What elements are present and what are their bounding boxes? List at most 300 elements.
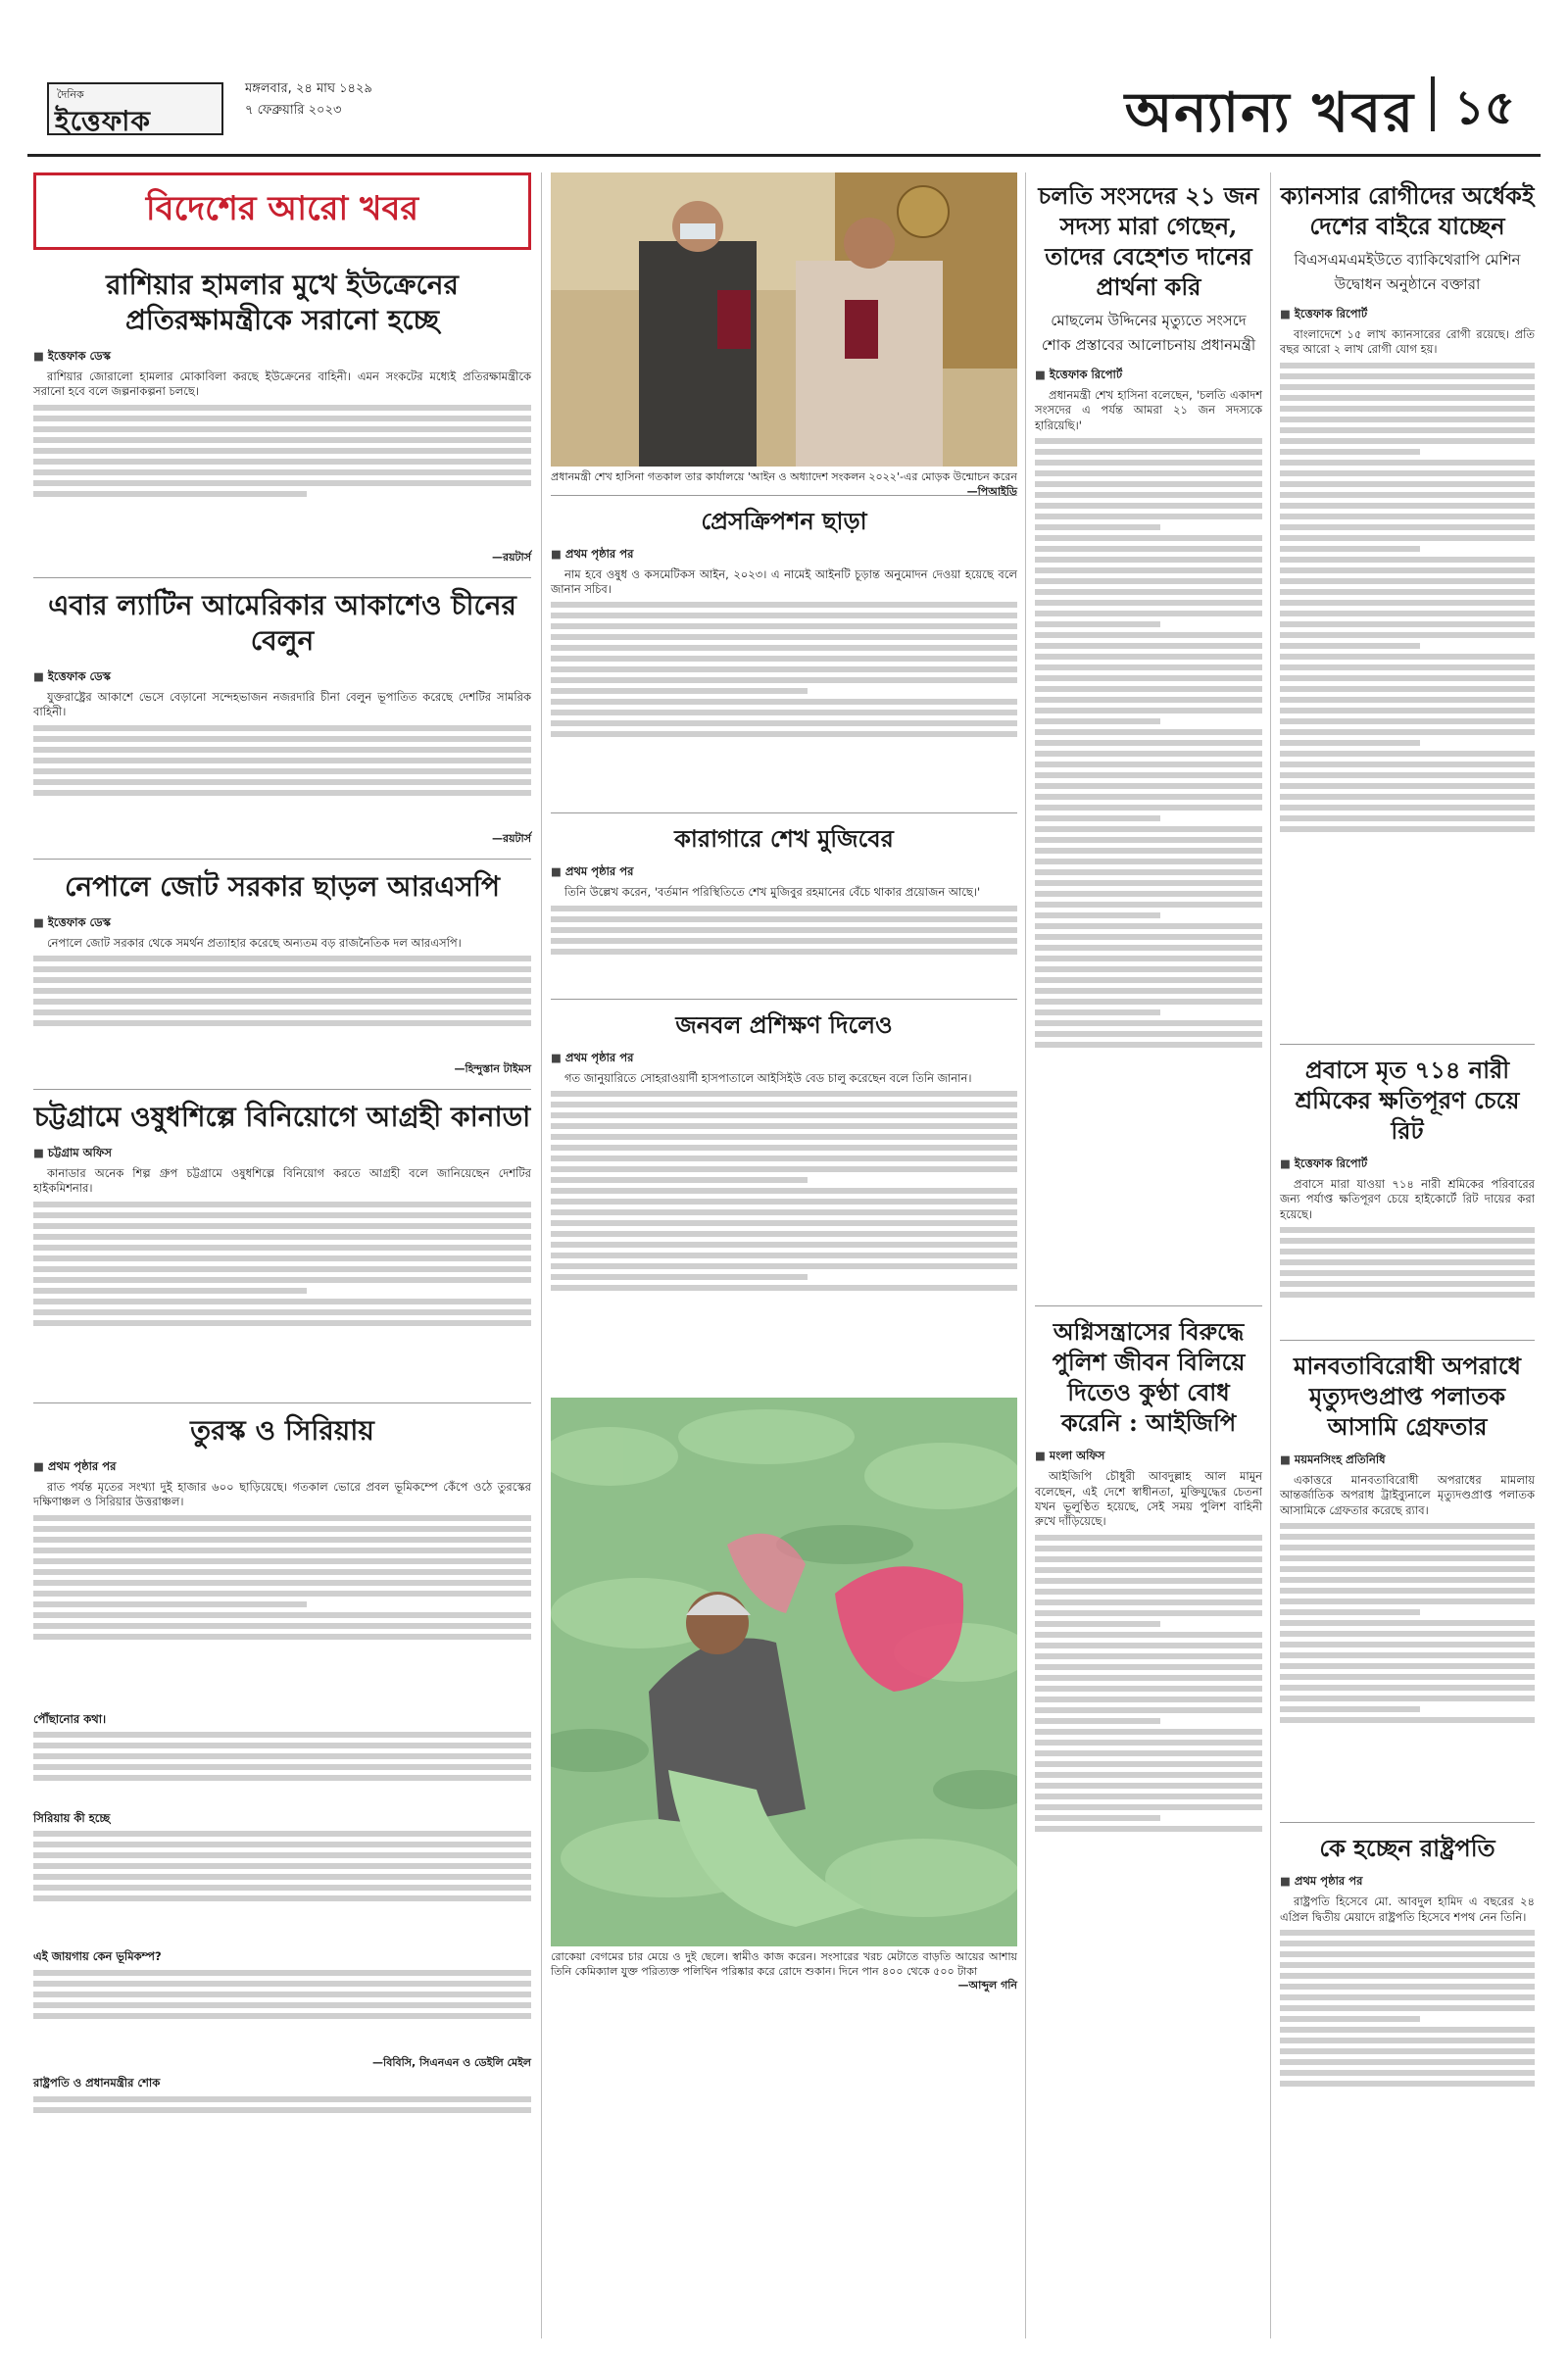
- text-line-placeholder: [1035, 470, 1262, 476]
- text-line-placeholder: [33, 1895, 531, 1901]
- section-banner: বিদেশের আরো খবর: [33, 172, 531, 250]
- text-line-placeholder: [1035, 708, 1262, 713]
- text-line-placeholder: [1280, 2070, 1535, 2076]
- text-line-placeholder: [551, 623, 1017, 629]
- text-line-placeholder: [1280, 1717, 1535, 1723]
- text-line-placeholder: [1035, 1009, 1160, 1015]
- text-line-placeholder: [1280, 1685, 1535, 1691]
- text-line-placeholder: [33, 2013, 531, 2019]
- body-text-block: [33, 1510, 531, 1706]
- text-line-placeholder: [1280, 643, 1420, 649]
- text-line-placeholder: [1035, 1794, 1262, 1799]
- text-line-placeholder: [33, 1612, 531, 1618]
- text-line-placeholder: [1280, 1696, 1535, 1701]
- text-line-placeholder: [1035, 1621, 1160, 1627]
- article-body: [551, 567, 1017, 804]
- text-line-placeholder: [33, 1634, 531, 1640]
- text-line-placeholder: [33, 790, 531, 796]
- subhead: সিরিয়ায় কী হচ্ছে: [33, 1811, 111, 1826]
- text-line-placeholder: [1035, 1826, 1262, 1832]
- text-line-placeholder: [33, 1580, 531, 1586]
- article-ukraine: [33, 268, 531, 567]
- article-turkey-syria: [33, 1413, 531, 2131]
- text-line-placeholder: [33, 480, 531, 486]
- subheadline: বিএসএমএমইউতে ব্যাকিথেরাপি মেশিন উদ্বোধন অনুষ্ঠানে বক্তারা: [1294, 251, 1521, 293]
- byline: ■ ইত্তেফাক ডেস্ক: [33, 914, 531, 933]
- text-line-placeholder: [1280, 460, 1535, 466]
- text-line-placeholder: [1280, 578, 1535, 584]
- text-line-placeholder: [33, 1009, 531, 1015]
- body-text-block: [33, 1826, 531, 1943]
- text-line-placeholder: [1280, 718, 1535, 724]
- text-line-placeholder: [33, 1992, 531, 1997]
- body-text-block: [33, 2091, 531, 2131]
- lead-paragraph: নাম হবে ওষুধ ও কসমেটিকস আইন, ২০২৩। এ নামেই আইনটি চূড়ান্ত অনুমোদন দেওয়া হয়েছে বলে জানান সচিব।: [551, 566, 1017, 596]
- text-line-placeholder: [1280, 1588, 1535, 1594]
- text-line-placeholder: [1035, 1750, 1262, 1756]
- text-line-placeholder: [1280, 1642, 1535, 1648]
- lead-paragraph: আইজিপি চৌধুরী আবদুল্লাহ আল মামুন বলেছেন, এই দেশে স্বাধীনতা, মুক্তিযুদ্ধের চেতনা যখন ভূলুণ্ঠিত হয়েছে, সেই সময় পুলিশ বাহিনী রুখে দাঁড়িয়েছে।: [1035, 1469, 1262, 1529]
- text-line-placeholder: [1035, 826, 1262, 832]
- article-president: [1280, 1833, 1535, 2160]
- text-line-placeholder: [33, 1743, 531, 1748]
- text-line-placeholder: [33, 747, 531, 753]
- text-line-placeholder: [33, 736, 531, 742]
- text-line-placeholder: [551, 1263, 1017, 1269]
- text-line-placeholder: [1035, 837, 1262, 843]
- text-line-placeholder: [1280, 1674, 1535, 1680]
- text-line-placeholder: [1035, 1556, 1262, 1562]
- text-line-placeholder: [33, 426, 531, 432]
- lead-paragraph: যুক্তরাষ্ট্রের আকাশে ভেসে বেড়ানো সন্দেহভাজন নজরদারি চীনা বেলুন ভূপাতিত করেছে দেশটির সামরিক বাহিনী।: [33, 689, 531, 719]
- text-line-placeholder: [1280, 675, 1535, 681]
- text-line-placeholder: [33, 2107, 531, 2113]
- text-line-placeholder: [1280, 805, 1535, 811]
- text-line-placeholder: [1280, 815, 1535, 821]
- text-line-placeholder: [33, 768, 531, 774]
- text-line-placeholder: [1035, 1020, 1262, 1026]
- text-line-placeholder: [33, 1288, 307, 1294]
- text-line-placeholder: [551, 1231, 1017, 1237]
- text-line-placeholder: [1035, 783, 1262, 789]
- text-line-placeholder: [551, 1134, 1017, 1140]
- text-line-placeholder: [1280, 1238, 1535, 1244]
- text-line-placeholder: [33, 2002, 531, 2008]
- text-line-placeholder: [551, 1220, 1017, 1226]
- text-line-placeholder: [1035, 1610, 1262, 1616]
- text-line-placeholder: [1035, 546, 1262, 552]
- text-line-placeholder: [551, 1102, 1017, 1107]
- text-line-placeholder: [1035, 557, 1262, 563]
- text-line-placeholder: [1280, 1227, 1535, 1233]
- photo-credit: —আব্দুল গনি: [957, 1979, 1017, 1992]
- text-line-placeholder: [1280, 632, 1535, 638]
- body-text-block: [33, 1965, 531, 2053]
- text-line-placeholder: [33, 779, 531, 785]
- text-line-placeholder: [1035, 449, 1262, 455]
- byline: ■ ইত্তেফাক রিপোর্ট: [1280, 306, 1535, 324]
- text-line-placeholder: [33, 1601, 307, 1607]
- text-line-placeholder: [1035, 1567, 1262, 1573]
- lead-paragraph: তিনি উল্লেখ করেন, 'বর্তমান পরিস্থিতিতে শেখ মুজিবুর রহমানের বেঁচে থাকার প্রয়োজন আছে।': [564, 885, 981, 900]
- text-line-placeholder: [1280, 1706, 1420, 1712]
- headline: জনবল প্রশিক্ষণ দিলেও: [675, 1009, 893, 1039]
- text-line-placeholder: [551, 906, 1017, 911]
- text-line-placeholder: [1035, 891, 1262, 897]
- text-line-placeholder: [33, 1753, 531, 1759]
- text-line-placeholder: [33, 1309, 531, 1315]
- article-nepal: [33, 869, 531, 1079]
- text-line-placeholder: [33, 1852, 531, 1858]
- text-line-placeholder: [1280, 589, 1535, 595]
- text-line-placeholder: [551, 666, 1017, 672]
- text-line-placeholder: [1035, 643, 1262, 649]
- text-line-placeholder: [1280, 438, 1535, 444]
- text-line-placeholder: [33, 1591, 531, 1597]
- article-icu-training: [551, 1009, 1017, 1380]
- text-line-placeholder: [1280, 373, 1535, 379]
- jump-label: ■ প্রথম পৃষ্ঠার পর: [1280, 1873, 1535, 1892]
- text-line-placeholder: [1035, 578, 1262, 584]
- text-line-placeholder: [33, 966, 531, 972]
- jump-label: ■ প্রথম পৃষ্ঠার পর: [33, 1458, 531, 1477]
- article-migrant-workers: [1280, 1055, 1535, 1330]
- article-sheikh-mujib: [551, 823, 1017, 988]
- text-line-placeholder: [1280, 1631, 1535, 1637]
- subhead: রাষ্ট্রপতি ও প্রধানমন্ত্রীর শোক: [33, 2076, 161, 2090]
- text-line-placeholder: [1035, 1599, 1262, 1605]
- text-line-placeholder: [1280, 470, 1535, 476]
- text-line-placeholder: [1035, 772, 1262, 778]
- byline: ■ ইত্তেফাক ডেস্ক: [33, 668, 531, 687]
- text-line-placeholder: [1035, 535, 1262, 541]
- lead-paragraph: রাষ্ট্রপতি হিসেবে মো. আবদুল হামিদ এ বছরের ২৪ এপ্রিল দ্বিতীয় মেয়াদে রাষ্ট্রপতি হিসেবে শপথ নেন তিনি।: [1280, 1894, 1535, 1924]
- date-bengali: মঙ্গলবার, ২৪ মাঘ ১৪২৯: [245, 81, 372, 96]
- text-line-placeholder: [33, 1266, 531, 1272]
- byline: ■ ইত্তেফাক রিপোর্ট: [1280, 1156, 1535, 1174]
- text-line-placeholder: [1035, 999, 1262, 1005]
- headline: তুরস্ক ও সিরিয়ায়: [190, 1413, 374, 1447]
- text-line-placeholder: [1280, 740, 1420, 746]
- body-text-block: [551, 1086, 1017, 1380]
- pm-book-launch-image: [551, 172, 1017, 467]
- headline: নেপালে জোট সরকার ছাড়ল আরএসপি: [65, 869, 500, 903]
- jump-label: ■ প্রথম পৃষ্ঠার পর: [551, 1050, 1017, 1068]
- text-line-placeholder: [33, 1970, 531, 1976]
- text-line-placeholder: [1280, 686, 1535, 692]
- text-line-placeholder: [33, 1320, 531, 1326]
- text-line-placeholder: [1280, 783, 1535, 789]
- text-line-placeholder: [33, 1764, 531, 1770]
- text-line-placeholder: [33, 459, 531, 465]
- headline: মানবতাবিরোধী অপরাধে মৃত্যুদণ্ডপ্রাপ্ত পলাতক আসামি গ্রেফতার: [1294, 1352, 1521, 1442]
- text-line-placeholder: [551, 1177, 808, 1183]
- text-line-placeholder: [551, 938, 1017, 944]
- text-line-placeholder: [1035, 945, 1262, 951]
- page-number: ১৫: [1453, 80, 1515, 135]
- lead-paragraph: একাত্তরে মানবতাবিরোধী অপরাধের মামলায় আন্তর্জাতিক অপরাধ ট্রাইব্যুনালে মৃত্যুদণ্ডপ্রাপ্ত পলাতক আসামিকে গ্রেফতার করেছে র‍্যাব।: [1280, 1473, 1535, 1517]
- text-line-placeholder: [1280, 600, 1535, 606]
- text-line-placeholder: [33, 1569, 531, 1575]
- text-line-placeholder: [1035, 654, 1262, 660]
- logo-small-text: দৈনিক: [57, 88, 84, 101]
- text-line-placeholder: [1280, 2038, 1535, 2043]
- text-line-placeholder: [1280, 1941, 1535, 1946]
- text-line-placeholder: [1280, 449, 1420, 455]
- text-line-placeholder: [1035, 762, 1262, 767]
- body-text-block: [33, 951, 531, 1058]
- text-line-placeholder: [551, 927, 1017, 933]
- text-line-placeholder: [33, 1526, 531, 1532]
- text-line-placeholder: [1035, 740, 1262, 746]
- headline: কে হচ্ছেন রাষ্ট্রপতি: [1319, 1834, 1495, 1863]
- lead-paragraph: প্রধানমন্ত্রী শেখ হাসিনা বলেছেন, 'চলতি একাদশ সংসদের এ পর্যন্ত আমরা ২১ জন সদস্যকে হারিয়েছি।': [1035, 388, 1262, 432]
- text-line-placeholder: [1280, 1951, 1535, 1957]
- text-line-placeholder: [1035, 1729, 1262, 1735]
- text-line-placeholder: [1035, 1804, 1262, 1810]
- text-line-placeholder: [1035, 805, 1262, 811]
- text-line-placeholder: [33, 1548, 531, 1553]
- subheadline: মোছলেম উদ্দিনের মৃত্যুতে সংসদে শোক প্রস্তাবের আলোচনায় প্রধানমন্ত্রী: [1041, 312, 1256, 354]
- headline: চলতি সংসদের ২১ জন সদস্য মারা গেছেন, তাদের বেহেশত দানের প্রার্থনা করি: [1038, 181, 1259, 301]
- date-english: ৭ ফেব্রুয়ারি ২০২৩: [245, 103, 342, 118]
- text-line-placeholder: [551, 1123, 1017, 1129]
- text-line-placeholder: [1035, 686, 1262, 692]
- text-line-placeholder: [551, 1145, 1017, 1151]
- text-line-placeholder: [33, 1831, 531, 1837]
- text-line-placeholder: [551, 1166, 1017, 1172]
- byline: ■ ইত্তেফাক ডেস্ক: [33, 348, 531, 367]
- text-line-placeholder: [1280, 524, 1535, 530]
- text-line-placeholder: [33, 1234, 531, 1240]
- source: —বিবিসি, সিএনএন ও ডেইলি মেইল: [372, 2055, 531, 2069]
- text-line-placeholder: [1035, 956, 1262, 961]
- article-body: [1280, 1177, 1535, 1330]
- text-line-placeholder: [1280, 2005, 1535, 2011]
- article-body: [33, 1166, 531, 1393]
- photo-credit: —পিআইডি: [966, 484, 1017, 498]
- text-line-placeholder: [1280, 546, 1420, 552]
- text-line-placeholder: [1035, 1632, 1262, 1638]
- masthead: [27, 69, 1541, 157]
- text-line-placeholder: [1280, 384, 1535, 390]
- text-line-placeholder: [1035, 664, 1262, 670]
- text-line-placeholder: [1035, 1643, 1262, 1648]
- text-line-placeholder: [33, 1775, 531, 1781]
- body-text-block: [1035, 433, 1262, 1296]
- newspaper-logo: [47, 82, 223, 135]
- text-line-placeholder: [551, 1285, 1017, 1291]
- logo-name: ইত্তেফাক: [55, 105, 152, 137]
- text-line-placeholder: [551, 720, 1017, 726]
- text-line-placeholder: [1280, 1609, 1420, 1615]
- text-line-placeholder: [1035, 697, 1262, 703]
- photo-pm-book-launch: [551, 172, 1017, 498]
- text-line-placeholder: [1280, 772, 1535, 778]
- text-line-placeholder: [1035, 611, 1262, 616]
- article-body: [551, 1071, 1017, 1380]
- text-line-placeholder: [1035, 848, 1262, 854]
- text-line-placeholder: [33, 1537, 531, 1543]
- text-line-placeholder: [1035, 912, 1160, 918]
- body-text-block: [33, 400, 531, 547]
- text-line-placeholder: [1280, 621, 1535, 627]
- text-line-placeholder: [33, 416, 531, 421]
- dateline: [245, 78, 372, 122]
- text-line-placeholder: [1280, 567, 1535, 573]
- text-line-placeholder: [1280, 1577, 1535, 1583]
- lead-paragraph: বাংলাদেশে ১৫ লাখ ক্যানসারের রোগী রয়েছে। প্রতি বছর আরো ২ লাখ রোগী যোগ হয়।: [1280, 327, 1535, 357]
- text-line-placeholder: [33, 448, 531, 454]
- body-text-block: [551, 901, 1017, 989]
- text-line-placeholder: [1035, 1740, 1262, 1746]
- text-line-placeholder: [551, 710, 1017, 715]
- text-line-placeholder: [33, 491, 307, 497]
- article-body: [1035, 388, 1262, 1296]
- text-line-placeholder: [1280, 417, 1535, 422]
- text-line-placeholder: [1035, 1761, 1262, 1767]
- text-line-placeholder: [1280, 1545, 1535, 1550]
- text-line-placeholder: [1280, 1973, 1535, 1979]
- text-line-placeholder: [1035, 902, 1262, 908]
- text-line-placeholder: [1035, 589, 1262, 595]
- text-line-placeholder: [1280, 514, 1535, 519]
- text-line-placeholder: [1280, 611, 1535, 616]
- text-line-placeholder: [1280, 535, 1535, 541]
- text-line-placeholder: [1280, 1962, 1535, 1968]
- text-line-placeholder: [1035, 1675, 1262, 1681]
- text-line-placeholder: [1280, 406, 1535, 412]
- text-line-placeholder: [1280, 762, 1535, 767]
- caption-text: রোকেয়া বেগমের চার মেয়ে ও দুই ছেলে। স্বামীও কাজ করেন। সংসারের খরচ মেটাতে বাড়তি আয়ের আশায় তিনি কেমিক্যাল যুক্ত পরিত্যক্ত পলিথিন পরিষ্কার করে রোদে শুকান। দিনে পান ৪০০ থেকে ৫০০ টাকা: [551, 1950, 1017, 1978]
- text-line-placeholder: [1280, 1984, 1535, 1990]
- text-line-placeholder: [1280, 2081, 1535, 2087]
- text-line-placeholder: [1280, 1930, 1535, 1936]
- jump-label: ■ প্রথম পৃষ্ঠার পর: [551, 546, 1017, 565]
- source: —রয়টার্স: [492, 550, 531, 564]
- text-line-placeholder: [551, 645, 1017, 651]
- text-line-placeholder: [1035, 567, 1262, 573]
- column-center: [551, 172, 1017, 1993]
- text-line-placeholder: [1035, 718, 1160, 724]
- text-line-placeholder: [1280, 1566, 1535, 1572]
- text-line-placeholder: [33, 1874, 531, 1880]
- headline: প্রেসক্রিপশন ছাড়া: [701, 506, 867, 535]
- text-line-placeholder: [1035, 632, 1262, 638]
- lead-paragraph: নেপালে জোট সরকার থেকে সমর্থন প্রত্যাহার করেছে অন্যতম বড় রাজনৈতিক দল আরএসপি।: [47, 935, 462, 950]
- text-line-placeholder: [33, 1299, 531, 1304]
- article-body: [1280, 327, 1535, 1034]
- caption-text: প্রধানমন্ত্রী শেখ হাসিনা গতকাল তার কার্যালয়ে 'আইন ও অধ্যাদেশ সংকলন ২০২২'-এর মোড়ক উন্মোচন করেন: [551, 470, 1017, 483]
- lead-paragraph: প্রবাসে মারা যাওয়া ৭১৪ নারী শ্রমিকের পরিবারের জন্য পর্যাপ্ত ক্ষতিপূরণ চেয়ে হাইকোর্টে রিট দায়ের করা হয়েছে।: [1280, 1176, 1535, 1221]
- text-line-placeholder: [1035, 1653, 1262, 1659]
- text-line-placeholder: [1280, 1555, 1535, 1561]
- text-line-placeholder: [1280, 654, 1535, 660]
- text-line-placeholder: [1280, 1523, 1535, 1529]
- text-line-placeholder: [1280, 395, 1535, 401]
- headline: কারাগারে শেখ মুজিবের: [674, 824, 894, 854]
- text-line-placeholder: [1035, 1686, 1262, 1692]
- text-line-placeholder: [33, 1202, 531, 1207]
- text-line-placeholder: [1035, 869, 1262, 875]
- jump-label: ■ প্রথম পৃষ্ঠার পর: [551, 863, 1017, 882]
- text-line-placeholder: [1035, 1707, 1262, 1713]
- text-line-placeholder: [1035, 481, 1262, 487]
- article-prescription: [551, 506, 1017, 804]
- text-line-placeholder: [1280, 363, 1535, 369]
- article-body: [1280, 1473, 1535, 1812]
- text-line-placeholder: [551, 634, 1017, 640]
- text-line-placeholder: [1280, 1249, 1535, 1254]
- headline: এবার ল্যাটিন আমেরিকার আকাশেও চীনের বেলুন: [48, 588, 516, 657]
- text-line-placeholder: [1035, 880, 1262, 886]
- text-line-placeholder: [1035, 1772, 1262, 1778]
- subhead: পৌঁছানোর কথা।: [33, 1711, 107, 1726]
- text-line-placeholder: [33, 1623, 531, 1629]
- text-line-placeholder: [33, 1885, 531, 1891]
- text-line-placeholder: [551, 949, 1017, 955]
- text-line-placeholder: [1280, 708, 1535, 713]
- body-text-block: [1280, 358, 1535, 1034]
- text-line-placeholder: [551, 677, 1017, 683]
- column-parliament: [1035, 172, 1262, 1961]
- text-line-placeholder: [33, 405, 531, 411]
- text-line-placeholder: [33, 758, 531, 763]
- text-line-placeholder: [551, 1112, 1017, 1118]
- byline: ■ মংলা অফিস: [1035, 1448, 1262, 1466]
- text-line-placeholder: [1280, 664, 1535, 670]
- text-line-placeholder: [1035, 492, 1262, 498]
- byline: ■ ইত্তেফাক রিপোর্ট: [1035, 367, 1262, 385]
- text-line-placeholder: [1035, 859, 1262, 864]
- text-line-placeholder: [1035, 1718, 1160, 1724]
- text-line-placeholder: [1280, 1663, 1535, 1669]
- text-line-placeholder: [33, 1223, 531, 1229]
- text-line-placeholder: [1280, 1652, 1535, 1658]
- article-parliament: [1035, 180, 1262, 1296]
- text-line-placeholder: [1035, 1535, 1262, 1541]
- text-line-placeholder: [1035, 977, 1262, 983]
- article-war-criminal-arrest: [1280, 1351, 1535, 1812]
- lead-paragraph: রাত পর্যন্ত মৃতের সংখ্যা দুই হাজার ৬০০ ছাড়িয়েছে। গতকাল ভোরে প্রবল ভূমিকম্পে কেঁপে ওঠে তুরস্কের দক্ষিণাঞ্চল ও সিরিয়ার উত্তরাঞ্চল।: [33, 1479, 531, 1509]
- text-line-placeholder: [1035, 600, 1262, 606]
- text-line-placeholder: [1035, 524, 1160, 530]
- text-line-placeholder: [551, 602, 1017, 608]
- text-line-placeholder: [1035, 1589, 1262, 1595]
- text-line-placeholder: [1035, 675, 1262, 681]
- body-text-block: [33, 1727, 531, 1805]
- text-line-placeholder: [551, 1091, 1017, 1097]
- photo-polythene-worker: [551, 1398, 1017, 1992]
- photo: [551, 172, 1017, 467]
- body-text-block: [1280, 1222, 1535, 1330]
- text-line-placeholder: [1035, 621, 1160, 627]
- text-line-placeholder: [1280, 1270, 1535, 1276]
- headline: চট্টগ্রামে ওষুধশিল্পে বিনিয়োগে আগ্রহী কানাডা: [33, 1101, 531, 1134]
- text-line-placeholder: [1280, 794, 1535, 800]
- column-foreign-news: [33, 172, 531, 2131]
- text-line-placeholder: [1280, 729, 1535, 735]
- text-line-placeholder: [551, 688, 808, 694]
- text-line-placeholder: [1280, 2048, 1535, 2054]
- text-line-placeholder: [1280, 2027, 1535, 2033]
- text-line-placeholder: [33, 1981, 531, 1987]
- polythene-worker-image: [551, 1398, 1017, 1946]
- text-line-placeholder: [1280, 1994, 1535, 2000]
- text-line-placeholder: [1280, 1281, 1535, 1287]
- source: —রয়টার্স: [492, 831, 531, 845]
- article-body: [33, 690, 531, 828]
